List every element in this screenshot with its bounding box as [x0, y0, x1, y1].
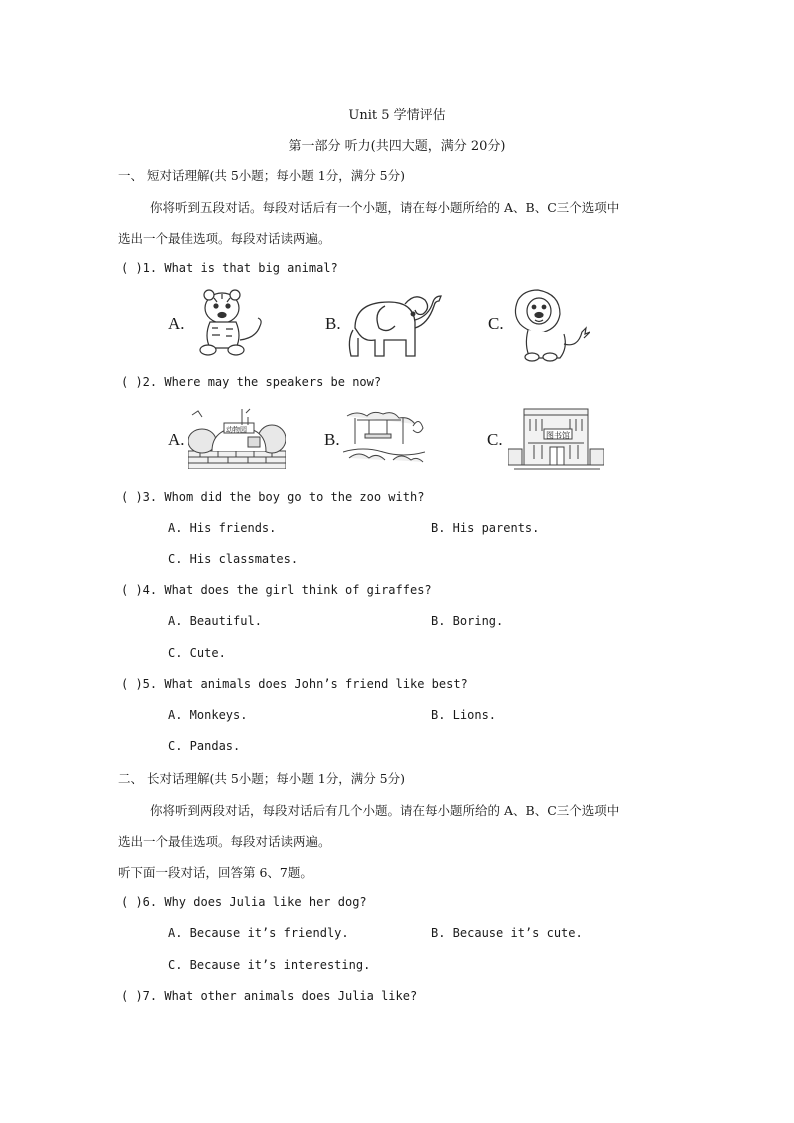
q6-option-c[interactable]: C. Because it’s interesting.: [168, 958, 371, 972]
page-title: Unit 5 学情评估: [348, 108, 446, 123]
zoo-sign-text: 动物园: [226, 426, 247, 434]
question-4-stem: ( )4. What does the girl think of giraffes?: [121, 583, 432, 597]
section1-instructions-line1: 你将听到五段对话。每段对话后有一个小题，请在每小题所给的 A、B、C三个选项中: [150, 200, 620, 215]
section2-instructions-line1: 你将听到两段对话，每段对话后有几个小题。请在每小题所给的 A、B、C三个选项中: [150, 803, 620, 818]
q3-option-a[interactable]: A. His friends.: [168, 521, 277, 535]
q4-option-c[interactable]: C. Cute.: [168, 646, 226, 660]
q1-option-b-label[interactable]: B.: [325, 314, 341, 333]
question-1-stem: ( )1. What is that big animal?: [121, 261, 338, 275]
question-5-stem: ( )5. What animals does John’s friend like best?: [121, 677, 468, 691]
q1-option-a-label[interactable]: A.: [168, 314, 185, 333]
q3-option-c[interactable]: C. His classmates.: [168, 552, 299, 566]
section2-heading: 二、 长对话理解(共 5小题；每小题 1分，满分 5分): [118, 771, 406, 786]
q5-option-c[interactable]: C. Pandas.: [168, 739, 241, 753]
q4-option-a[interactable]: A. Beautiful.: [168, 614, 262, 628]
q3-option-b[interactable]: B. His parents.: [431, 521, 540, 535]
question-6-stem: ( )6. Why does Julia like her dog?: [121, 895, 367, 909]
q1-option-c-label[interactable]: C.: [488, 314, 504, 333]
section2-instructions-line2: 选出一个最佳选项。每段对话读两遍。: [118, 834, 331, 849]
question-2-stem: ( )2. Where may the speakers be now?: [121, 375, 382, 389]
question-3-stem: ( )3. Whom did the boy go to the zoo with?: [121, 490, 425, 504]
part-heading: 第一部分 听力(共四大题，满分 20分): [288, 139, 506, 154]
q6-option-a[interactable]: A. Because it’s friendly.: [168, 926, 349, 940]
elephant-icon: [345, 290, 445, 362]
section1-heading: 一、 短对话理解(共 5小题；每小题 1分，满分 5分): [118, 168, 406, 183]
q6-option-b[interactable]: B. Because it’s cute.: [431, 926, 583, 940]
lion-icon: [510, 286, 590, 362]
q5-option-b[interactable]: B. Lions.: [431, 708, 497, 722]
q2-option-c-label[interactable]: C.: [487, 430, 503, 449]
listen-note: 听下面一段对话，回答第 6、7题。: [118, 865, 313, 880]
tiger-icon: [190, 288, 268, 360]
question-7-stem: ( )7. What other animals does Julia like?: [121, 989, 418, 1003]
park-icon: [343, 408, 425, 470]
q2-option-b-label[interactable]: B.: [324, 430, 340, 449]
section1-instructions-line2: 选出一个最佳选项。每段对话读两遍。: [118, 231, 331, 246]
library-sign-text: 图书馆: [546, 431, 570, 440]
zoo-gate-icon: [188, 407, 286, 469]
q2-option-a-label[interactable]: A.: [168, 430, 185, 449]
q5-option-a[interactable]: A. Monkeys.: [168, 708, 248, 722]
q4-option-b[interactable]: B. Boring.: [431, 614, 504, 628]
